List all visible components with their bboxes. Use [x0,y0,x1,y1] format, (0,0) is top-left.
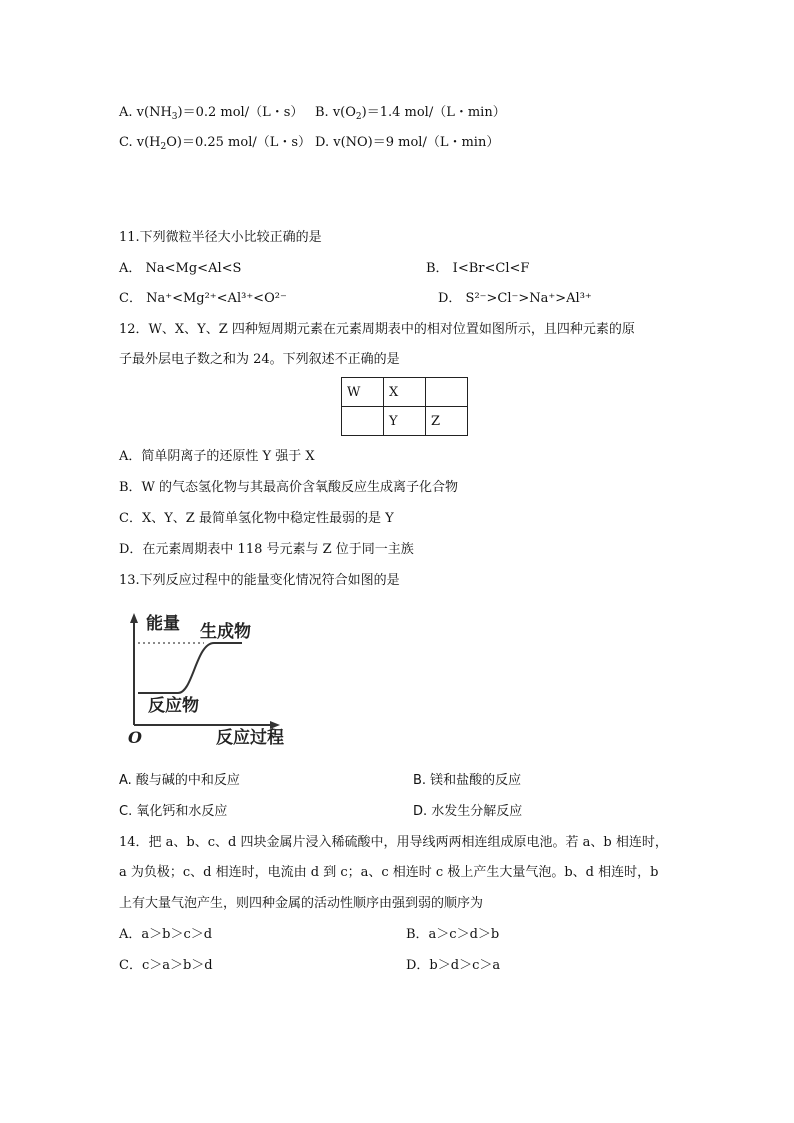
reactant-label: 反应物 [148,696,199,716]
q10-option-b: B. $v(O_2)=1.4$ mol/（L・min） [315,105,506,122]
q12-stem-line2: 子最外层电子数之和为 24。下列叙述不正确的是 [119,352,400,367]
y-axis-arrow [130,613,138,623]
q12-option-a: A．简单阴离子的还原性 Y 强于 X [119,449,315,464]
q12-option-c: C．X、Y、Z 最简单氢化物中稳定性最弱的是 Y [119,511,394,526]
q13-option-c: C. 氧化钙和水反应 [119,804,228,819]
energy-diagram [118,605,298,755]
q14-stem-line3: 上有大量气泡产生，则四种金属的活动性顺序由强到弱的顺序为 [119,896,484,911]
periodic-position-table [341,377,468,436]
q14-stem-line1: 14．把 a、b、c、d 四块金属片浸入稀硫酸中，用导线两两相连组成原电池。若 a、b 相连时， [119,835,668,850]
q13-option-a: A. 酸与碱的中和反应 [119,773,240,788]
cell-empty-bottom [342,407,384,436]
q14-option-d: D．b＞d＞c＞a [406,958,501,973]
q11-option-b: B． I<Br<Cl<F [426,261,530,276]
q12-option-b: B．W 的气态氢化物与其最高价含氧酸反应生成离子化合物 [119,480,459,495]
cell-empty-top [426,378,468,407]
q14-option-a: A．a＞b＞c＞d [119,927,213,942]
cell-x: X [384,378,426,407]
q14-option-b: B．a＞c＞d＞b [406,927,500,942]
q14-option-c: C．c＞a＞b＞d [119,958,213,973]
y-axis-label: 能量 [146,614,180,634]
q11-option-a: A． Na<Mg<Al<S [119,261,242,276]
cell-w: W [342,378,384,407]
x-axis-label: 反应过程 [216,728,284,748]
q11-option-c: C． Na⁺<Mg²⁺<Al³⁺<O²⁻ [119,291,287,306]
q13-option-b: B. 镁和盐酸的反应 [413,773,522,788]
origin-label: O [128,728,142,747]
cell-y: Y [384,407,426,436]
q10-option-c: C. $v(H_2O)=0.25$ mol/（L・s） [119,135,312,152]
q11-option-d: D． S²⁻>Cl⁻>Na⁺>Al³⁺ [438,291,592,306]
q13-option-d: D. 水发生分解反应 [413,804,523,819]
q13-stem: 13.下列反应过程中的能量变化情况符合如图的是 [119,573,400,588]
q12-stem-line1: 12．W、X、Y、Z 四种短周期元素在元素周期表中的相对位置如图所示，且四种元素的原 [119,322,635,337]
q10-option-d: D. v(NO)＝9 mol/（L・min） [315,135,500,150]
q10-option-a: A. $v(NH_3)=0.2$ mol/（L・s） [119,105,304,122]
q11-stem: 11.下列微粒半径大小比较正确的是 [119,230,322,245]
q12-option-d: D．在元素周期表中 118 号元素与 Z 位于同一主族 [119,542,414,557]
energy-curve [138,643,242,693]
product-label: 生成物 [200,622,251,642]
q14-stem-line2: a 为负极；c、d 相连时，电流由 d 到 c；a、c 相连时 c 极上产生大量气泡。b、d 相连时，b [119,865,659,880]
cell-z: Z [426,407,468,436]
